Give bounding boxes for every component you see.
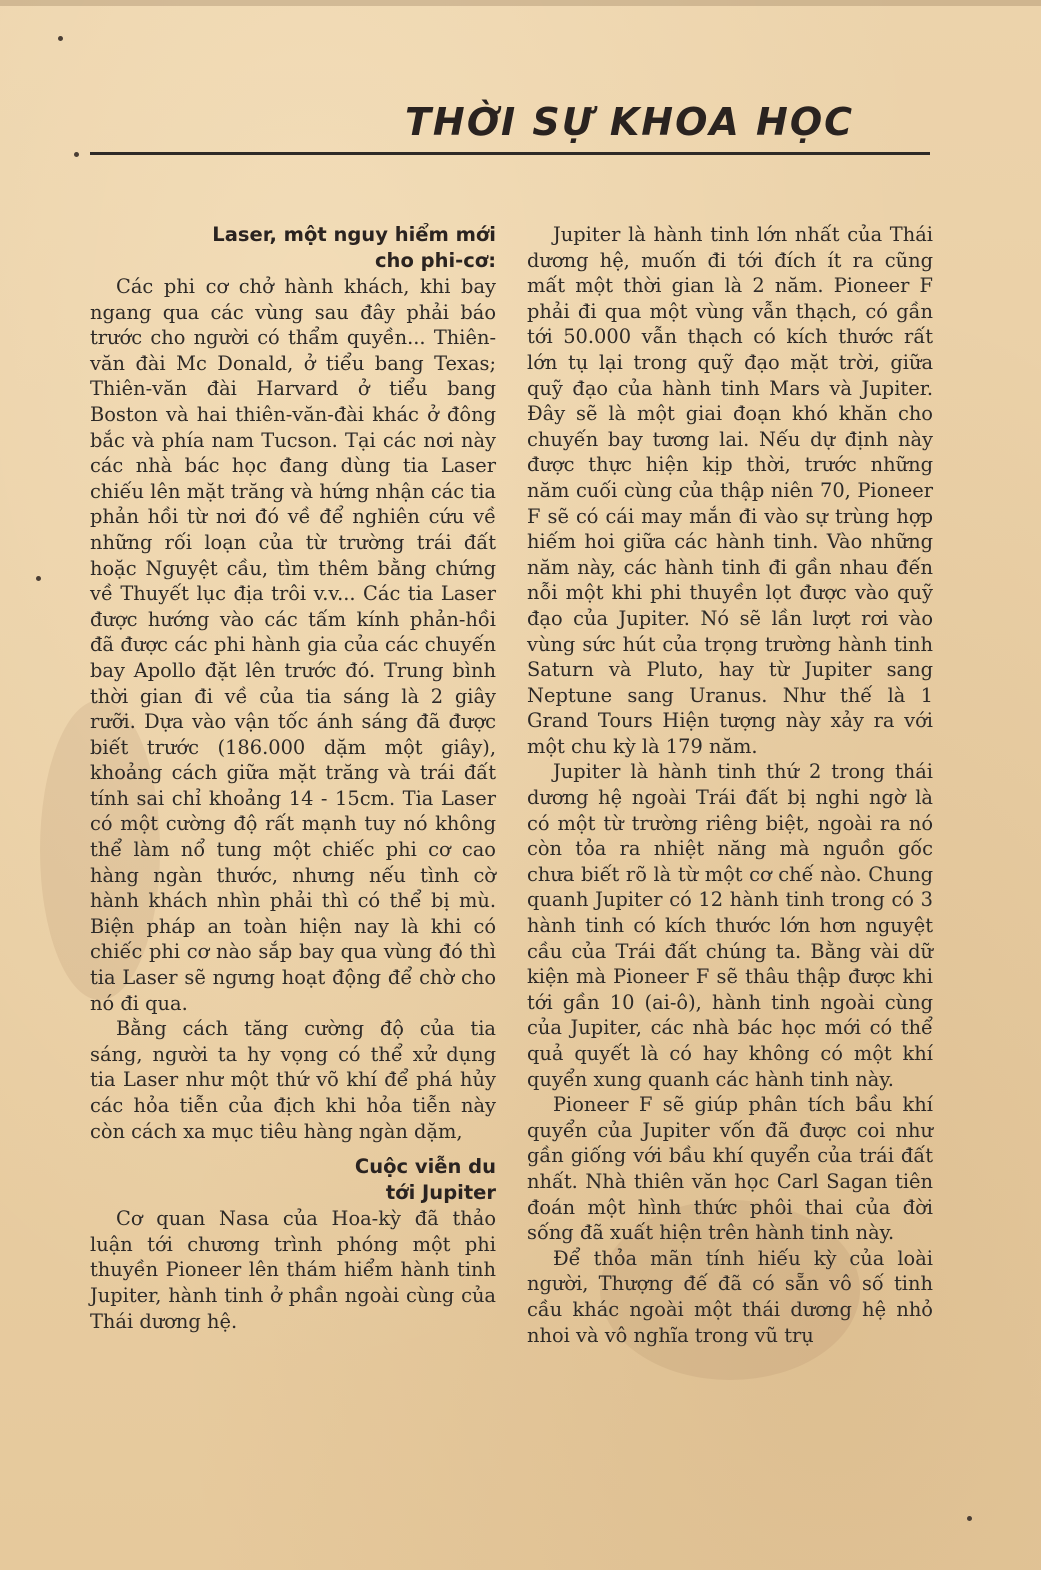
article-paragraph: Cơ quan Nasa của Hoa-kỳ đã thảo luận tới chương trình phóng một phi thuyền Pioneer lên thám hiểm hành tinh Jupiter, hành tinh ở phần ngoài cùng của Thái dương hệ. <box>90 1207 496 1333</box>
ink-speck <box>967 1516 972 1521</box>
article-heading-line: Laser, một nguy hiểm mới <box>212 223 496 246</box>
section-title: THỜI SỰ KHOA HỌC <box>405 100 855 144</box>
left-column <box>90 222 496 1334</box>
article-heading-jupiter <box>90 1154 496 1206</box>
article-paragraph: Các phi cơ chở hành khách, khi bay ngang qua các vùng sau đây phải báo trước cho người có thẩm quyền... Thiên-văn đài Mc Donald, ở tiểu bang Texas; Thiên-văn đài Harvard ở tiểu bang Boston và hai thiên-văn-đài khác ở đông bắc và phía nam Tucson. Tại các nơi này các nhà bác học đang dùng tia Laser chiếu lên mặt trăng và hứng nhận các tia phản hồi từ nơi đó về để nghiên cứu về những rối loạn của từ trường trái đất hoặc Nguyệt cầu, tìm thêm bằng chứng về Thuyết lục địa trôi v.v... Các tia Laser được hướng vào các tấm kính phản-hồi đã được các phi hành gia của các chuyến bay Apollo đặt lên trước đó. Trung bình thời gian đi về của tia sáng là 2 giây rưỡi. Dựa vào vận tốc ánh sáng đã được biết trước (186.000 dặm một giây), khoảng cách giữa mặt trăng và trái đất tính sai chỉ khoảng 14 - 15cm. Tia Laser có một cường độ rất mạnh tuy nó không thể làm nổ tung một chiếc phi cơ cao hàng ngàn thước, nhưng nếu tình cờ hành khách nhìn phải thì có thể bị mù. Biện pháp an toàn hiện nay là khi có chiếc phi cơ nào sắp bay qua vùng đó thì tia Laser sẽ ngưng hoạt động để chờ cho nó đi qua. <box>90 275 496 1015</box>
ink-speck <box>36 576 41 581</box>
article-heading-line: tới Jupiter <box>385 1181 496 1205</box>
article-paragraph: Jupiter là hành tinh lớn nhất của Thái dương hệ, muốn đi tới đích ít ra cũng mất một thời gian là 2 năm. Pioneer F phải đi qua một vùng vẫn thạch, có gần tới 50.000 vẫn thạch có kích thước rất lớn tụ lại trong quỹ đạo mặt trời, giữa quỹ đạo của hành tinh Mars và Jupiter. Đây sẽ là một giai đoạn khó khăn cho chuyến bay tương lai. Nếu dự định này được thực hiện kịp thời, trước những năm cuối cùng của thập niên 70, Pioneer F sẽ có cái may mắn đi vào sự trùng hợp hiếm hoi giữa các hành tinh. Vào những năm này, các hành tinh đi gần nhau đến nỗi một khi phi thuyền lọt được vào quỹ đạo của Jupiter. Nó sẽ lần lượt rơi vào vùng sức hút của trọng trường hành tinh Saturn và Pluto, hay từ Jupiter sang Neptune sang Uranus. Như thế là 1 Grand Tours Hiện tượng này xảy ra với một chu kỳ là 179 năm. <box>527 223 933 758</box>
article-heading-laser <box>90 222 496 274</box>
article-paragraph: Pioneer F sẽ giúp phân tích bầu khí quyển của Jupiter vốn đã được coi như gần giống với bầu khí quyển của trái đất nhất. Nhà thiên văn học Carl Sagan tiên đoán một hình thức phôi thai của đời sống đã xuất hiện trên hành tinh này. <box>527 1093 933 1245</box>
right-column <box>527 222 933 1348</box>
article-heading-line: cho phi-cơ: <box>375 249 496 272</box>
article-paragraph: Bằng cách tăng cường độ của tia sáng, người ta hy vọng có thể xử dụng tia Laser như một thứ võ khí để phá hủy các hỏa tiễn của địch khi hỏa tiễn này còn cách xa mục tiêu hàng ngàn dặm, <box>90 1017 496 1143</box>
page-header <box>0 0 1041 170</box>
article-paragraph: Để thỏa mãn tính hiếu kỳ của loài người, Thượng đế đã có sẵn vô số tinh cầu khác ngoài một thái dương hệ nhỏ nhoi và vô nghĩa trong vũ trụ <box>527 1246 933 1347</box>
article-heading-line: Cuộc viễn du <box>354 1155 496 1179</box>
article-paragraph: Jupiter là hành tinh thứ 2 trong thái dương hệ ngoài Trái đất bị nghi ngờ là có một từ trường riêng biệt, ngoài ra nó còn tỏa ra nhiệt năng mà nguồn gốc chưa biết rõ là từ một cơ chế nào. Chung quanh Jupiter có 12 hành tinh trong có 3 hành tinh có kích thước lớn hơn nguyệt cầu của Trái đất chúng ta. Bằng vài dữ kiện mà Pioneer F sẽ thâu thập được khi tới gần 10 (ai-ô), hành tinh ngoài cùng của Jupiter, các nhà bác học mới có thể quả quyết là có hay không có một khí quyển xung quanh các hành tinh này. <box>527 760 933 1091</box>
header-rule <box>90 152 930 155</box>
